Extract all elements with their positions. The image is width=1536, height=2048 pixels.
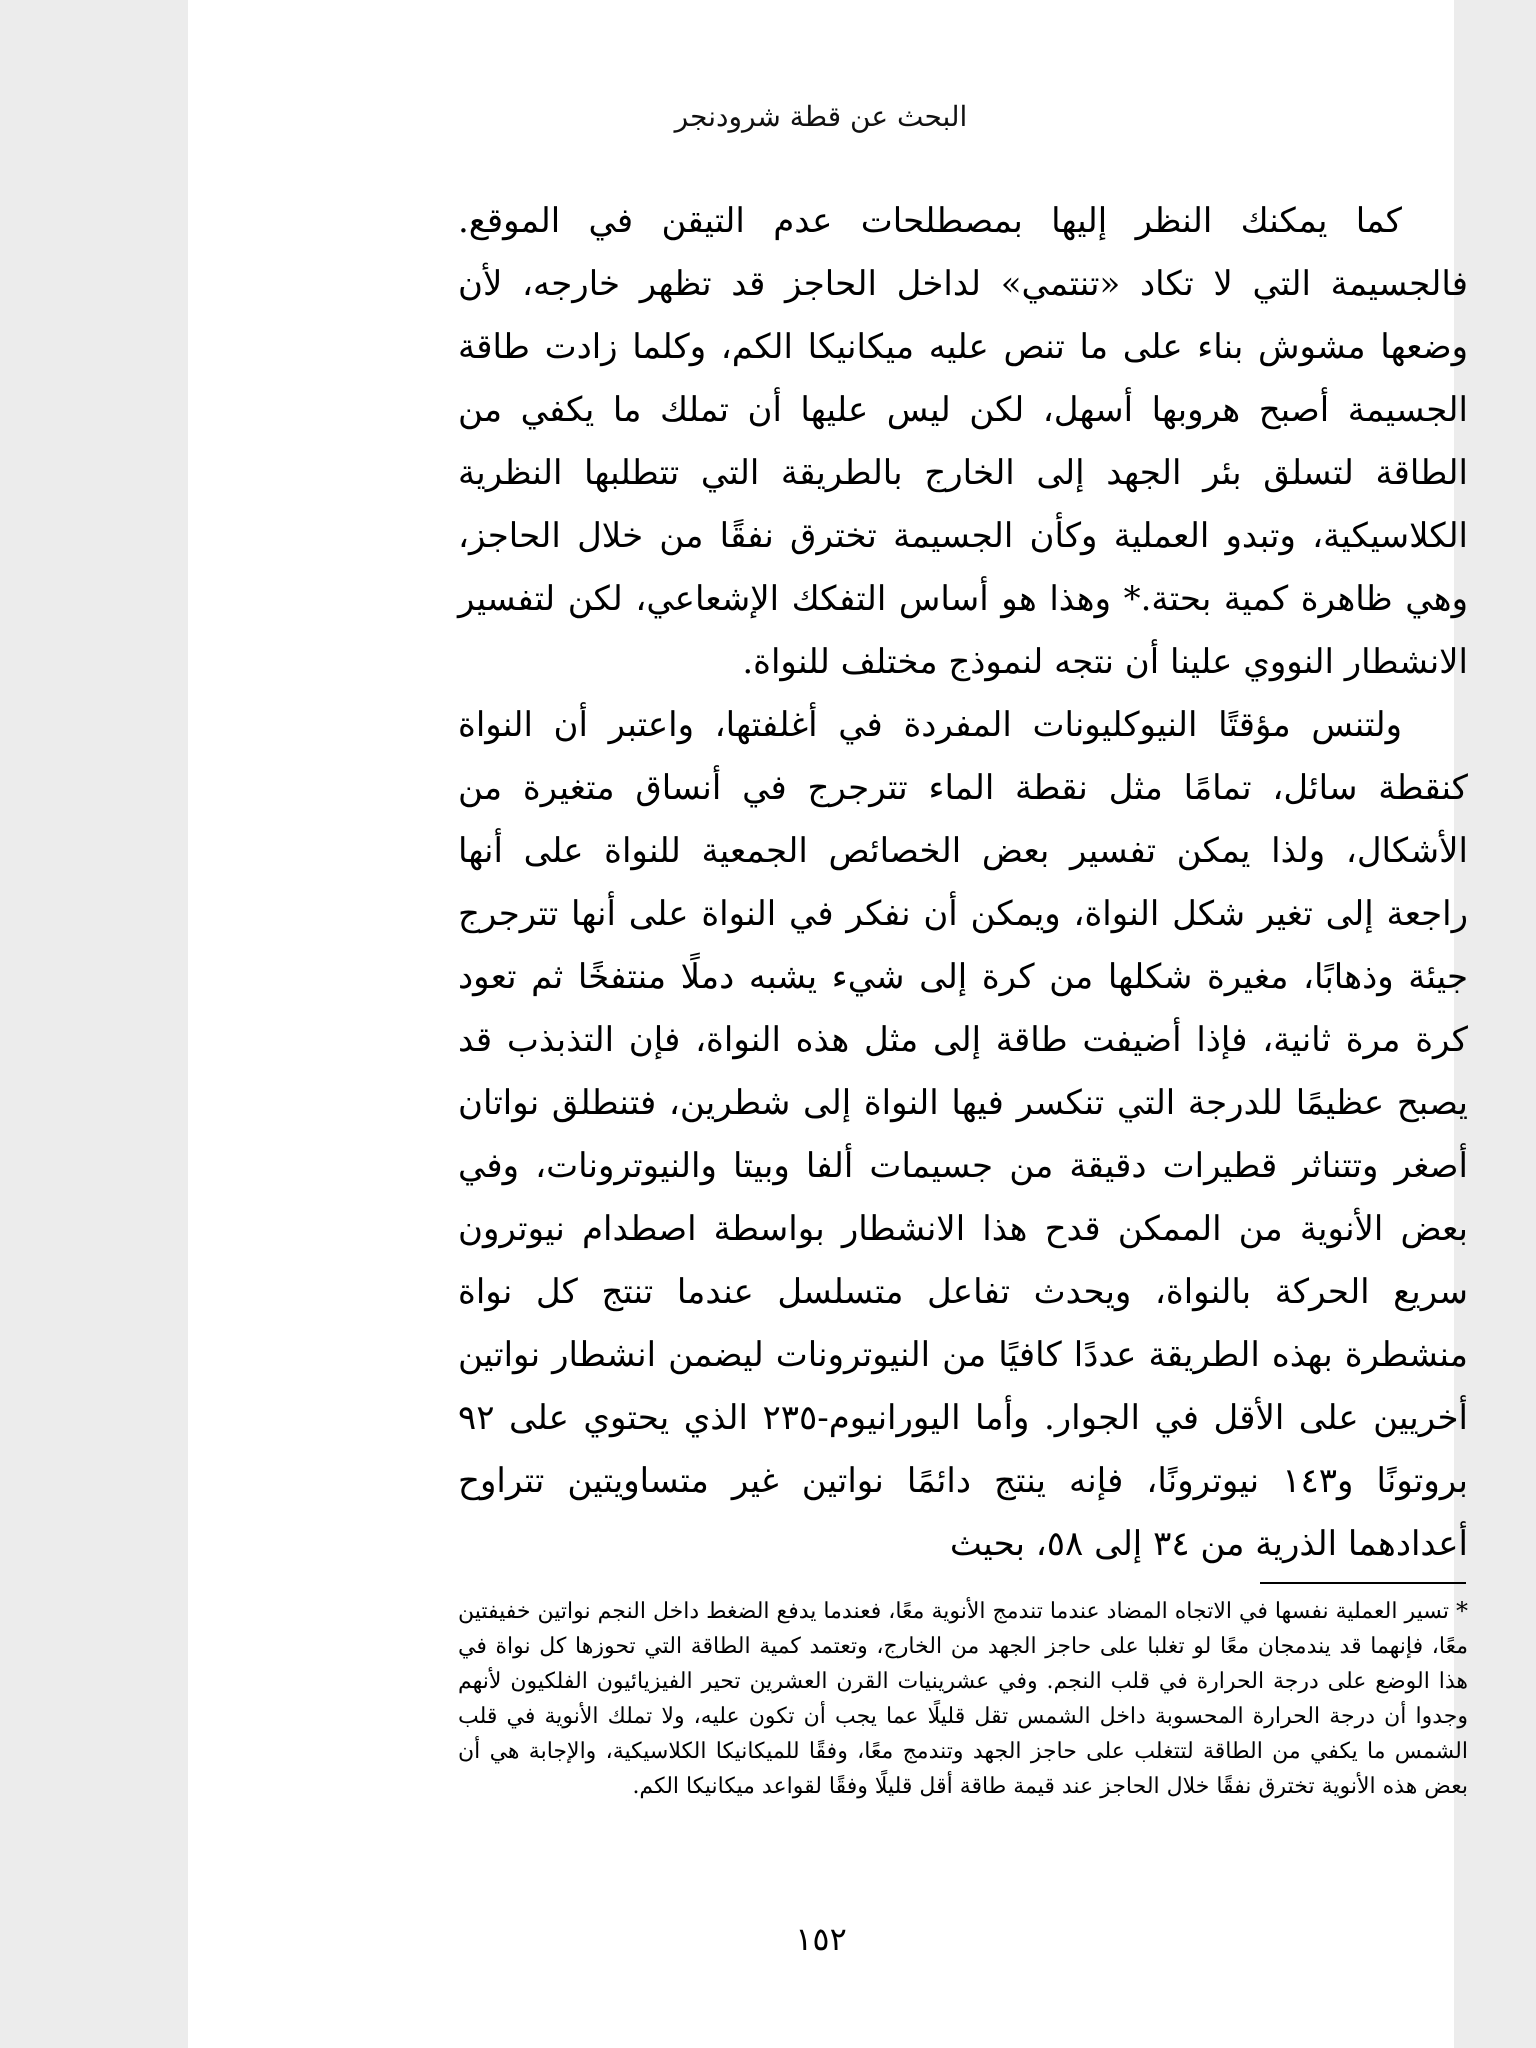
running-head: البحث عن قطة شرودنجر bbox=[674, 100, 968, 133]
book-page bbox=[188, 0, 1468, 2048]
paragraph-1: كما يمكنك النظر إليها بمصطلحات عدم التيقن في الموقع. فالجسيمة التي لا تكاد «تنتمي» لداخل الحاجز قد تظهر خارجه، لأن وضعها مشوش بناء على ما تنص عليه ميكانيكا الكم، وكلما زادت طاقة الجسيمة أصبح هروبها أسهل، لكن ليس عليها أن تملك ما يكفي من الطاقة لتسلق بئر الجهد إلى الخارج بالطريقة التي تتطلبها النظرية الكلاسيكية، وتبدو العملية وكأن الجسيمة تخترق نفقًا من خلال الحاجز، وهي ظاهرة كمية بحتة.* وهذا هو أساس التفكك الإشعاعي، لكن لتفسير الانشطار النووي علينا أن نتجه لنموذج مختلف للنواة. bbox=[458, 201, 1468, 682]
footnote-marker: * bbox=[1456, 1597, 1468, 1625]
footnote-divider bbox=[1260, 1582, 1466, 1584]
page-number: ١٥٢ bbox=[795, 1920, 847, 1958]
footnote bbox=[458, 1594, 1468, 1804]
body-text bbox=[458, 190, 1468, 1576]
footnote-text: تسير العملية نفسها في الاتجاه المضاد عندما تندمج الأنوية معًا، فعندما يدفع الضغط داخل النجم نواتين خفيفتين معًا، فإنهما قد يندمجان معًا لو تغلبا على حاجز الجهد من الخارج، وتعتمد كمية الطاقة التي تحوزها كل نواة في هذا الوضع على درجة الحرارة في قلب النجم. وفي عشرينيات القرن العشرين تحير الفيزيائيون الفلكيون لأنهم وجدوا أن درجة الحرارة المحسوبة داخل الشمس تقل قليلًا عما يجب أن تكون عليه، ولا تملك الأنوية في قلب الشمس ما يكفي من الطاقة لتتغلب على حاجز الجهد وتندمج معًا، وفقًا للميكانيكا الكلاسيكية، والإجابة هي أن بعض هذه الأنوية تخترق نفقًا خلال الحاجز عند قيمة طاقة أقل قليلًا وفقًا لقواعد ميكانيكا الكم. bbox=[458, 1599, 1468, 1799]
paragraph-2: ولتنس مؤقتًا النيوكليونات المفردة في أغلفتها، واعتبر أن النواة كنقطة سائل، تمامًا مثل نقطة الماء تترجرج في أنساق متغيرة من الأشكال، ولذا يمكن تفسير بعض الخصائص الجمعية للنواة على أنها راجعة إلى تغير شكل النواة، ويمكن أن نفكر في النواة على أنها تترجرج جيئة وذهابًا، مغيرة شكلها من كرة إلى شيء يشبه دملًا منتفخًا ثم تعود كرة مرة ثانية، فإذا أضيفت طاقة إلى مثل هذه النواة، فإن التذبذب قد يصبح عظيمًا للدرجة التي تنكسر فيها النواة إلى شطرين، فتنطلق نواتان أصغر وتتناثر قطيرات دقيقة من جسيمات ألفا وبيتا والنيوترونات، وفي بعض الأنوية من الممكن قدح هذا الانشطار بواسطة اصطدام نيوترون سريع الحركة بالنواة، ويحدث تفاعل متسلسل عندما تنتج كل نواة منشطرة بهذه الطريقة عددًا كافيًا من النيوترونات ليضمن انشطار نواتين أخريين على الأقل في الجوار. وأما اليورانيوم-٢٣٥ الذي يحتوي على ٩٢ بروتونًا و١٤٣ نيوترونًا، فإنه ينتج دائمًا نواتين غير متساويتين تتراوح أعدادهما الذرية من ٣٤ إلى ٥٨، بحيث bbox=[458, 705, 1468, 1564]
